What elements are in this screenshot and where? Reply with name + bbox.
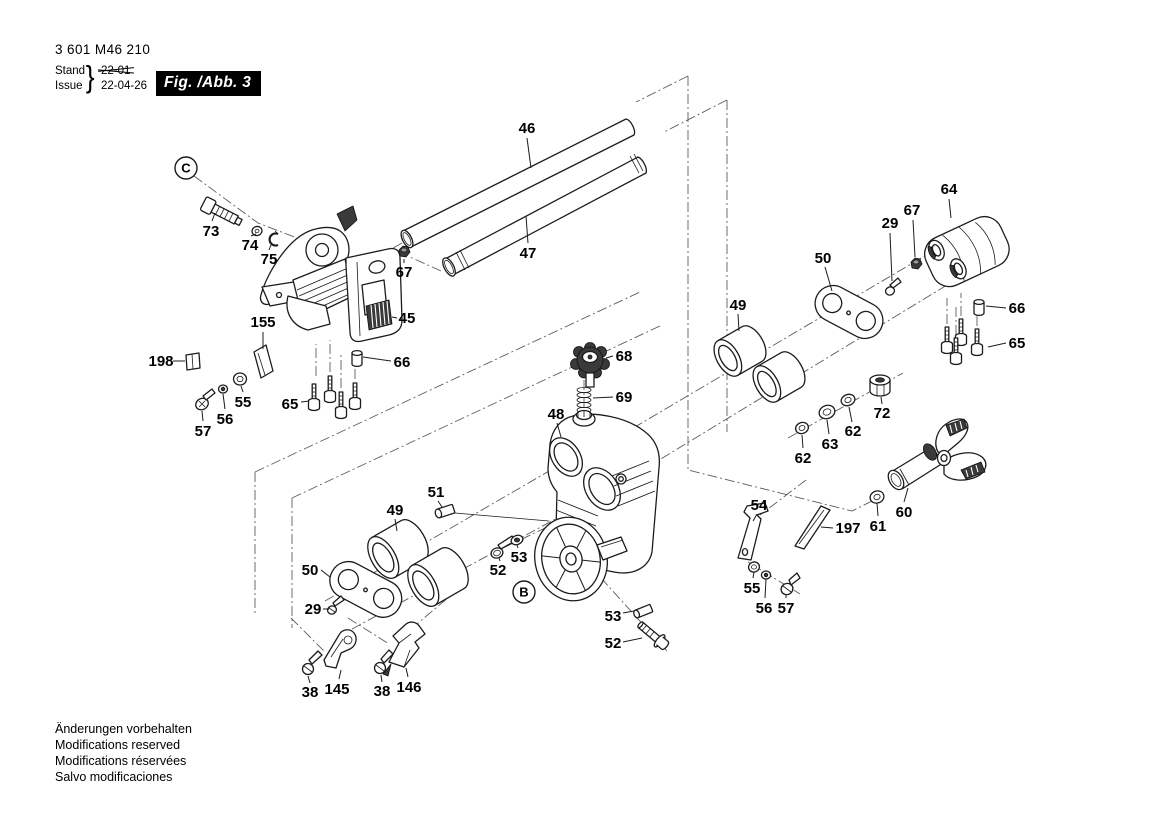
part-callout-67: 67: [903, 202, 921, 219]
leader-line-66: [986, 306, 1006, 308]
shim-198: [186, 353, 200, 370]
leader-line-60: [904, 488, 908, 502]
clip-145: [324, 630, 356, 668]
leader-line-75: [269, 245, 271, 250]
notice-line-de: Änderungen vorbehalten: [55, 722, 192, 736]
bolts-65-right: [942, 319, 983, 365]
screw-57-right: [779, 573, 800, 597]
washer-61: [868, 489, 885, 505]
stand-label: Stand: [55, 65, 86, 77]
leader-line-62: [802, 435, 803, 448]
leader-line-61: [877, 503, 878, 516]
part-callout-49: 49: [386, 502, 404, 519]
part-callout-198: 198: [148, 353, 174, 370]
washer-55-left: [234, 373, 247, 385]
pivot-arm-assembly: [260, 206, 402, 342]
link-plate-50-right: [809, 279, 889, 345]
part-callout-29: 29: [881, 215, 899, 232]
part-callout-53: 53: [510, 549, 528, 566]
clip-146: [383, 622, 425, 676]
screw-57-left: [194, 389, 215, 412]
part-callout-75: 75: [260, 251, 278, 268]
part-callout-53: 53: [604, 608, 622, 625]
part-callout-57: 57: [194, 423, 212, 440]
leader-line-38: [381, 675, 382, 682]
leader-line-73: [212, 213, 215, 221]
hex-nut-67-right: [911, 258, 922, 269]
part-callout-46: 46: [518, 120, 536, 137]
notice-line-en: Modifications reserved: [55, 738, 181, 752]
part-callout-66: 66: [1008, 300, 1026, 317]
screw-29-right: [884, 278, 901, 297]
part-callout-60: 60: [895, 504, 913, 521]
part-callout-62: 62: [794, 450, 812, 467]
leader-line-38: [308, 676, 310, 683]
part-callout-55: 55: [743, 580, 761, 597]
part-callout-45: 45: [398, 310, 416, 327]
leader-line-52: [623, 638, 642, 642]
leader-line-51: [438, 501, 442, 507]
part-callout-50: 50: [301, 562, 319, 579]
leader-line-62: [849, 407, 852, 422]
leader-line-65: [301, 401, 309, 402]
part-callout-52: 52: [604, 635, 622, 652]
part-callout-74: 74: [241, 237, 259, 254]
part-callout-54: 54: [750, 497, 768, 514]
part-callout-146: 146: [396, 679, 422, 696]
leader-line-55: [241, 386, 243, 392]
leader-line-55: [753, 572, 754, 578]
issue-label: Issue: [55, 79, 83, 92]
leader-line-50: [321, 570, 330, 577]
section-marker-B: [513, 581, 535, 603]
bolts-65-left: [309, 376, 361, 419]
part-callout-155: 155: [250, 314, 276, 331]
part-callout-73: 73: [202, 223, 220, 240]
leader-line-67: [913, 220, 915, 257]
washer-63: [817, 403, 836, 421]
part-callout-48: 48: [547, 406, 565, 423]
figure-number-box: Fig. /Abb. 3: [156, 71, 261, 96]
leader-line-57: [202, 411, 203, 421]
leader-line-53: [623, 611, 634, 613]
pin-51: [434, 504, 455, 518]
leader-line-65: [988, 343, 1006, 347]
part-callout-61: 61: [869, 518, 887, 535]
part-callout-38: 38: [373, 683, 391, 700]
part-callout-51: 51: [427, 484, 445, 501]
svg-text:C: C: [181, 160, 191, 176]
part-callout-38: 38: [301, 684, 319, 701]
part-callout-66: 66: [393, 354, 411, 371]
leader-line-53: [517, 545, 518, 548]
part-callout-65: 65: [1008, 335, 1026, 352]
part-callout-62: 62: [844, 423, 862, 440]
pad-155: [254, 345, 273, 378]
leader-line-56: [765, 579, 766, 598]
notice-line-es: Salvo modificaciones: [55, 770, 173, 784]
part-callout-145: 145: [324, 681, 350, 698]
part-callout-67: 67: [395, 264, 413, 281]
new-date: 22-04-26: [101, 79, 148, 92]
clip-75: [270, 231, 278, 246]
leader-line-56: [223, 394, 225, 409]
leader-line-72: [881, 397, 882, 404]
part-callout-47: 47: [519, 245, 537, 262]
leader-line-64: [949, 199, 951, 218]
part-callout-64: 64: [940, 181, 958, 198]
part-callout-72: 72: [873, 405, 891, 422]
bolt-52-lower: [634, 618, 671, 653]
legal-notice: [55, 721, 192, 785]
leader-line-66: [363, 357, 391, 361]
washer-62-b: [840, 392, 857, 407]
part-callout-57: 57: [777, 600, 795, 617]
leader-line-68: [606, 356, 613, 358]
svg-text:B: B: [519, 584, 529, 600]
leader-line-69: [593, 397, 613, 398]
part-callout-56: 56: [755, 600, 773, 617]
part-callout-29: 29: [304, 601, 322, 618]
sleeve-66-right: [974, 300, 984, 316]
leader-line-29: [890, 233, 892, 281]
nut-56-right: [761, 571, 770, 579]
screw-38-a: [303, 651, 323, 675]
leader-line-63: [827, 420, 829, 434]
part-callout-55: 55: [234, 394, 252, 411]
part-callout-50: 50: [814, 250, 832, 267]
part-callout-65: 65: [281, 396, 299, 413]
date-brace: }: [85, 59, 95, 94]
part-callout-63: 63: [821, 436, 839, 453]
part-callout-56: 56: [216, 411, 234, 428]
hex-nut-72: [870, 375, 890, 396]
leader-line-46: [527, 138, 531, 168]
leader-line-52: [499, 558, 500, 561]
part-callout-69: 69: [615, 389, 633, 406]
leader-line-145: [339, 670, 341, 679]
leader-line-197: [821, 527, 833, 528]
part-callout-52: 52: [489, 562, 507, 579]
nut-56-left: [219, 385, 228, 393]
section-marker-C: [175, 157, 197, 179]
hex-nut-67-left: [399, 246, 410, 257]
notice-line-fr: Modifications réservées: [55, 754, 187, 768]
pin-53-lower: [633, 604, 653, 618]
document-number: 3 601 M46 210: [55, 42, 151, 57]
part-callout-68: 68: [615, 348, 633, 365]
old-date-struck: 22-01: [101, 65, 131, 77]
sleeve-66-left: [352, 351, 362, 367]
part-callout-49: 49: [729, 297, 747, 314]
leader-line-146: [406, 668, 408, 677]
tension-handle-60: [885, 419, 986, 492]
star-knob-68: [571, 343, 610, 388]
rail-clamp-64: [919, 211, 1015, 293]
part-callout-197: 197: [835, 520, 861, 537]
